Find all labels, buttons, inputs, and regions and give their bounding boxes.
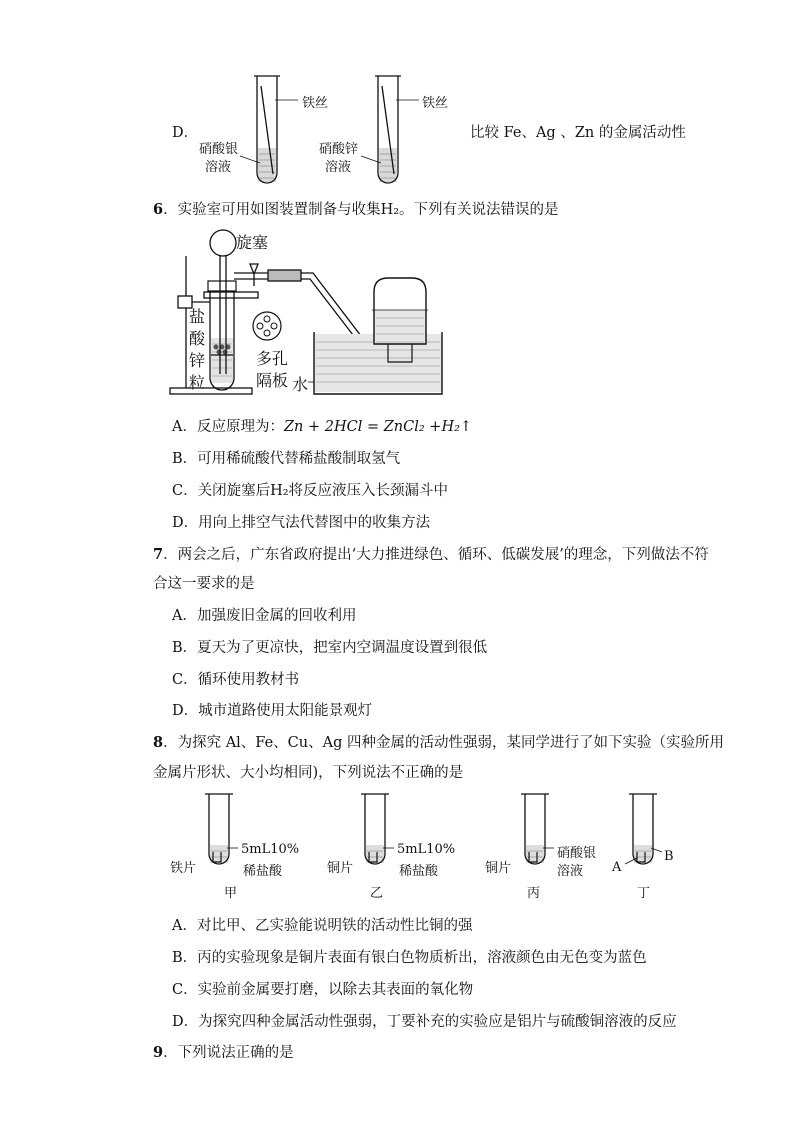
q8-jia-solution-label-2: 稀盐酸: [243, 864, 283, 879]
q8-jia-metal-label: 铁片: [170, 861, 197, 876]
q6-option-d: D．用向上排空气法代替图中的收集方法: [172, 515, 431, 531]
q6-stem: [153, 198, 559, 219]
q6-option-b: B．可用稀硫酸代替稀盐酸制取氢气: [172, 451, 401, 467]
q7-option-d: D．城市道路使用太阳能景观灯: [172, 703, 373, 719]
q6-label-stopcock: 旋塞: [236, 233, 269, 252]
q5-tube2-solution-label-2: 溶液: [325, 160, 352, 175]
q9-stem-text: ．下列说法正确的是: [163, 1045, 294, 1061]
q5-tube2-wire-label: 铁丝: [422, 96, 449, 111]
q8-ding-caption: 丁: [637, 886, 651, 901]
q8-option-c: C．实验前金属要打磨，以除去其表面的氧化物: [172, 982, 474, 998]
q8-option-d: D．为探究四种金属活动性强弱，丁要补充的实验应是铝片与硫酸铜溶液的反应: [172, 1014, 677, 1030]
q5-tube1-solution-label-1: 硝酸银: [199, 142, 239, 157]
q9-number: 9: [153, 1044, 164, 1061]
q5-option-d-label: D．: [172, 125, 199, 141]
q6-stem-text: ．实验室可用如图装置制备与收集H₂。下列有关说法错误的是: [163, 202, 559, 218]
q8-option-a: A．对比甲、乙实验能说明铁的活动性比铜的强: [172, 918, 473, 934]
q6-label-plate-2: 隔板: [256, 371, 289, 390]
q9-stem: [153, 1041, 294, 1062]
tube-bing: [521, 794, 554, 864]
q6-label-acid-1: 盐: [189, 307, 206, 326]
q6-option-c: C．关闭旋塞后H₂将反应液压入长颈漏斗中: [172, 483, 449, 499]
tube-ding: [625, 794, 662, 864]
q8-bing-caption: 丙: [527, 886, 541, 901]
q8-ding-label-a: A: [612, 860, 622, 875]
q8-experiment-figure: [200, 790, 670, 870]
q8-bing-metal-label: 铜片: [485, 861, 512, 876]
q8-yi-solution-label-1: 5mL10%: [397, 842, 456, 857]
q6-option-a-prefix: A．反应原理为：: [172, 419, 284, 435]
q5-tube2-solution-label-1: 硝酸锌: [319, 142, 359, 157]
test-tube-zinc-nitrate: [361, 76, 419, 183]
q6-number: 6: [153, 201, 164, 218]
q8-number: 8: [153, 734, 164, 751]
q6-label-water: 水: [292, 375, 309, 394]
q7-stem-text-1: ．两会之后，广东省政府提出‘大力推进绿色、循环、低碳发展’的理念，下列做法不符: [163, 547, 709, 563]
q7-stem-line-1: [153, 543, 709, 564]
q8-bing-solution-label-2: 溶液: [557, 864, 584, 879]
q6-hydrogen-apparatus-figure: [168, 226, 458, 401]
q8-jia-caption: 甲: [224, 886, 238, 901]
test-tube-silver-nitrate: [240, 76, 298, 183]
q6-label-plate-1: 多孔: [256, 349, 289, 368]
q8-stem-line-2: 金属片形状、大小均相同)，下列说法不正确的是: [153, 765, 464, 781]
q6-label-zinc-1: 锌: [189, 351, 206, 370]
q7-option-a: A．加强废旧金属的回收利用: [172, 608, 357, 624]
q5-option-d-purpose: 比较 Fe、Ag 、Zn 的金属活动性: [470, 125, 686, 141]
q5-tube1-solution-label-2: 溶液: [205, 160, 232, 175]
tube-yi: [361, 794, 394, 864]
q8-yi-solution-label-2: 稀盐酸: [399, 864, 439, 879]
q8-stem-text-1: ．为探究 Al、Fe、Cu、Ag 四种金属的活动性强弱，某同学进行了如下实验（实验所用: [163, 735, 724, 751]
q7-stem-line-2: 合这一要求的是: [153, 576, 255, 592]
q8-option-b: B．丙的实验现象是铜片表面有银白色物质析出，溶液颜色由无色变为蓝色: [172, 950, 647, 966]
tube-jia: [205, 794, 238, 864]
q8-jia-solution-label-1: 5mL10%: [241, 842, 300, 857]
porous-plate-icon: [250, 309, 284, 343]
q8-ding-label-b: B: [664, 849, 674, 864]
q5-tube1-wire-label: 铁丝: [302, 96, 329, 111]
q8-yi-caption: 乙: [370, 886, 384, 901]
q6-option-a-equation: Zn + 2HCl = ZnCl₂ +H₂↑: [283, 419, 473, 435]
q6-label-zinc-2: 粒: [189, 373, 206, 392]
q6-label-acid-2: 酸: [189, 329, 206, 348]
q7-number: 7: [153, 546, 164, 563]
q7-option-c: C．循环使用教材书: [172, 672, 300, 688]
q8-stem-line-1: [153, 731, 724, 752]
q7-option-b: B．夏天为了更凉快，把室内空调温度设置到很低: [172, 640, 488, 656]
q6-option-a: [172, 415, 472, 436]
q8-yi-metal-label: 铜片: [327, 861, 354, 876]
q8-bing-solution-label-1: 硝酸银: [557, 846, 597, 861]
